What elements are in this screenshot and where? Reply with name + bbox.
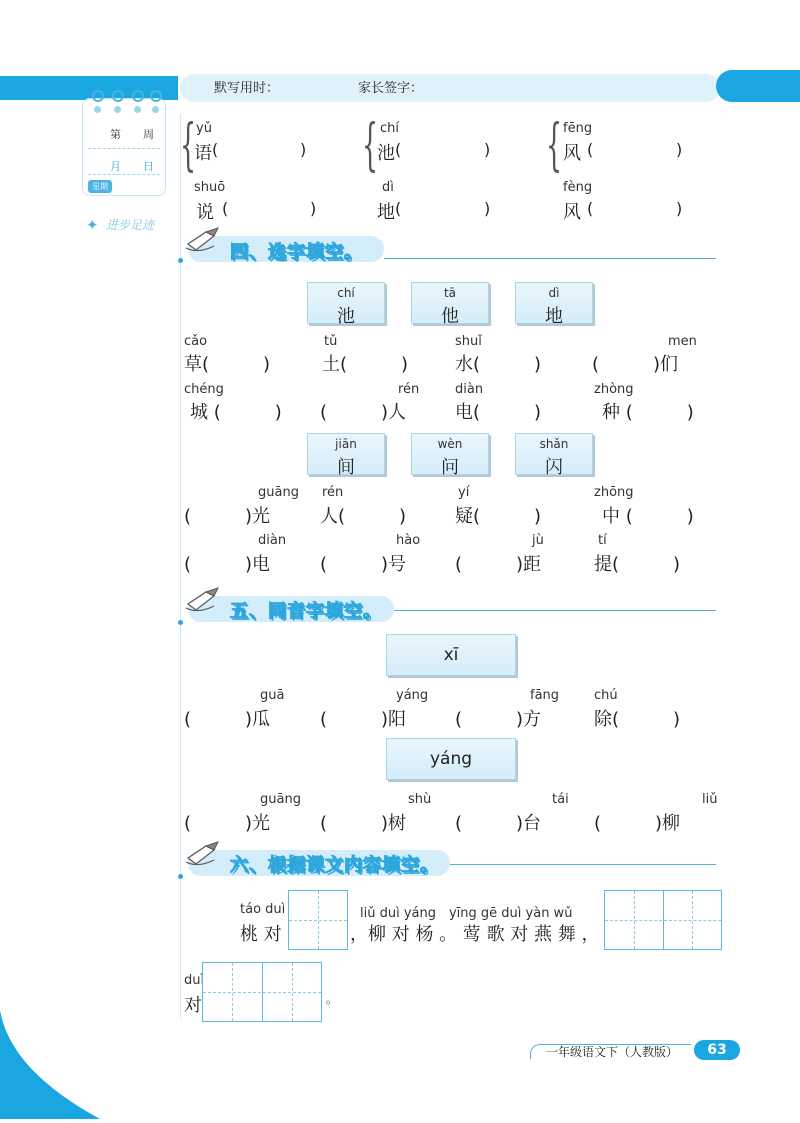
margin-line <box>180 114 181 1019</box>
parent-sign-label: 家长签字： <box>358 81 424 96</box>
blank-shuo[interactable]: ( <box>222 199 229 218</box>
blank-di[interactable]: ( <box>395 199 402 218</box>
pinyin-ren2: rén <box>322 485 344 500</box>
page-number: 63 <box>707 1042 727 1058</box>
pinyin-cheng: chéng <box>184 382 224 397</box>
char-yu: 语 <box>194 143 212 164</box>
pinyin-shui: shuǐ <box>455 334 482 349</box>
brace-1: { <box>180 113 197 178</box>
calendar-week: 第 周 <box>110 128 154 141</box>
pinyin-tu: tǔ <box>324 334 338 349</box>
char-feng2: 风 <box>563 202 581 223</box>
choice-chi: chí 池 <box>307 282 385 324</box>
blank-chi[interactable]: ( <box>395 140 402 159</box>
item-shui[interactable]: 水( ) <box>455 354 542 375</box>
s6-text-a: 桃 对 <box>240 924 282 945</box>
pinyin-di: dì <box>382 180 394 195</box>
page-number-badge <box>694 1040 740 1060</box>
close-di: ) <box>484 199 491 218</box>
close-yu: ) <box>300 140 307 159</box>
item-liu[interactable]: ( )柳 <box>594 813 681 834</box>
item-gua[interactable]: ( )瓜 <box>184 709 271 730</box>
s6-pinyin-c: duì <box>184 973 205 988</box>
pinyin-men: men <box>668 334 697 349</box>
section6-dot <box>178 874 183 879</box>
pinyin-hao: hào <box>396 533 421 548</box>
choice-jian: jiān 间 <box>307 433 385 475</box>
sound-xi: xī <box>386 634 516 676</box>
pinyin-yi: yí <box>458 485 470 500</box>
writing-grid-2[interactable] <box>604 890 722 950</box>
choice-shan: shǎn 闪 <box>515 433 593 475</box>
item-cao[interactable]: 草( ) <box>184 354 271 375</box>
pinyin-fang: fāng <box>530 688 560 703</box>
s6-pinyin-a: táo duì <box>240 902 286 917</box>
char-chi: 池 <box>377 143 395 164</box>
sound-yang: yáng <box>386 738 516 780</box>
item-yi[interactable]: 疑( ) <box>455 506 542 527</box>
footer-book-title: 一年级语文下（人教版） <box>546 1045 679 1059</box>
item-ren2[interactable]: 人( ) <box>320 506 407 527</box>
item-cheng[interactable]: 城 ( ) <box>190 402 282 423</box>
s6-end-mark: 。 <box>326 992 339 1006</box>
top-band-right <box>716 70 800 102</box>
char-di: 地 <box>377 202 395 223</box>
pinyin-shuo: shuō <box>194 180 226 195</box>
pinyin-ren: rén <box>398 382 420 397</box>
corner-decoration <box>0 1010 100 1119</box>
blank-yu[interactable]: ( <box>212 140 219 159</box>
footprint-icon: ✦ <box>86 216 99 234</box>
choice-di: dì 地 <box>515 282 593 324</box>
pinyin-ju: jù <box>532 533 544 548</box>
pinyin-shu: shù <box>408 792 432 807</box>
footprint-text: 进步足迹 <box>106 218 155 232</box>
item-zhong2[interactable]: 中 ( ) <box>602 506 694 527</box>
choice-ta: tā 他 <box>411 282 489 324</box>
item-tu[interactable]: 土( ) <box>322 354 409 375</box>
calendar-month-day: 月 日 <box>110 160 154 173</box>
pinyin-chi: chí <box>380 121 399 136</box>
close-feng2: ) <box>676 199 683 218</box>
writing-grid-3[interactable] <box>202 962 322 1022</box>
item-guang2[interactable]: ( )光 <box>184 813 271 834</box>
item-ti[interactable]: 提( ) <box>594 554 681 575</box>
pinyin-chu: chú <box>594 688 618 703</box>
pinyin-dian: diàn <box>455 382 484 397</box>
char-shuo: 说 <box>196 202 214 223</box>
section6-title: 六、根据课文内容填空。 <box>230 855 439 876</box>
pinyin-guang2: guāng <box>260 792 301 807</box>
s6-text-c: 对 <box>184 995 202 1016</box>
item-ren[interactable]: ( )人 <box>320 402 407 423</box>
section5-dot <box>178 620 183 625</box>
pinyin-gua: guā <box>260 688 285 703</box>
item-hao[interactable]: ( )号 <box>320 554 407 575</box>
section4-line <box>384 258 716 259</box>
brace-2: { <box>362 113 379 178</box>
item-guang[interactable]: ( )光 <box>184 506 271 527</box>
item-men[interactable]: ( )们 <box>592 354 679 375</box>
item-chu[interactable]: 除( ) <box>594 709 681 730</box>
pinyin-yu: yǔ <box>196 121 212 136</box>
calendar-dots <box>90 106 160 114</box>
brace-3: { <box>546 113 563 178</box>
blank-feng2[interactable]: ( <box>587 199 594 218</box>
pinyin-cao: cǎo <box>184 334 208 349</box>
weekday-badge: 星期 <box>88 180 112 193</box>
choice-wen: wèn 问 <box>411 433 489 475</box>
pinyin-dian2: diàn <box>258 533 287 548</box>
char-feng1: 风 <box>563 143 581 164</box>
item-yang[interactable]: ( )阳 <box>320 709 407 730</box>
item-zhong[interactable]: 种 ( ) <box>602 402 694 423</box>
close-chi: ) <box>484 140 491 159</box>
close-feng1: ) <box>676 140 683 159</box>
pencil-icon <box>184 226 224 254</box>
pencil-icon-3 <box>184 840 224 868</box>
dictation-time-label: 默写用时： <box>214 81 280 96</box>
pinyin-tai: tái <box>552 792 569 807</box>
item-shu[interactable]: ( )树 <box>320 813 407 834</box>
item-ju[interactable]: ( )距 <box>455 554 542 575</box>
item-tai[interactable]: ( )台 <box>455 813 542 834</box>
pinyin-liu: liǔ <box>702 792 718 807</box>
item-dian2[interactable]: ( )电 <box>184 554 271 575</box>
writing-grid-1[interactable] <box>288 890 348 950</box>
section4-title: 四、选字填空。 <box>230 242 363 263</box>
calendar-divider <box>88 148 160 149</box>
item-fang[interactable]: ( )方 <box>455 709 542 730</box>
item-dian[interactable]: 电( ) <box>455 402 542 423</box>
section5-title: 五、同音字填空。 <box>230 601 382 622</box>
section5-line <box>394 610 716 611</box>
pinyin-feng1: fēng <box>563 121 593 136</box>
s6-text-b: ，柳 对 杨 。 莺 歌 对 燕 舞 ， <box>350 924 600 945</box>
s6-pinyin-b: liǔ duì yáng yīng gē duì yàn wǔ <box>360 906 573 921</box>
pinyin-ti: tí <box>598 533 607 548</box>
section4-dot <box>178 258 183 263</box>
pinyin-feng2: fèng <box>563 180 593 195</box>
pinyin-guang: guāng <box>258 485 299 500</box>
calendar-divider-2 <box>88 174 160 175</box>
blank-feng1[interactable]: ( <box>587 140 594 159</box>
section6-line <box>450 864 716 865</box>
pinyin-zhong: zhòng <box>594 382 634 397</box>
close-shuo: ) <box>310 199 317 218</box>
pinyin-zhong2: zhōng <box>594 485 634 500</box>
pencil-icon-2 <box>184 586 224 614</box>
pinyin-yang: yáng <box>396 688 429 703</box>
